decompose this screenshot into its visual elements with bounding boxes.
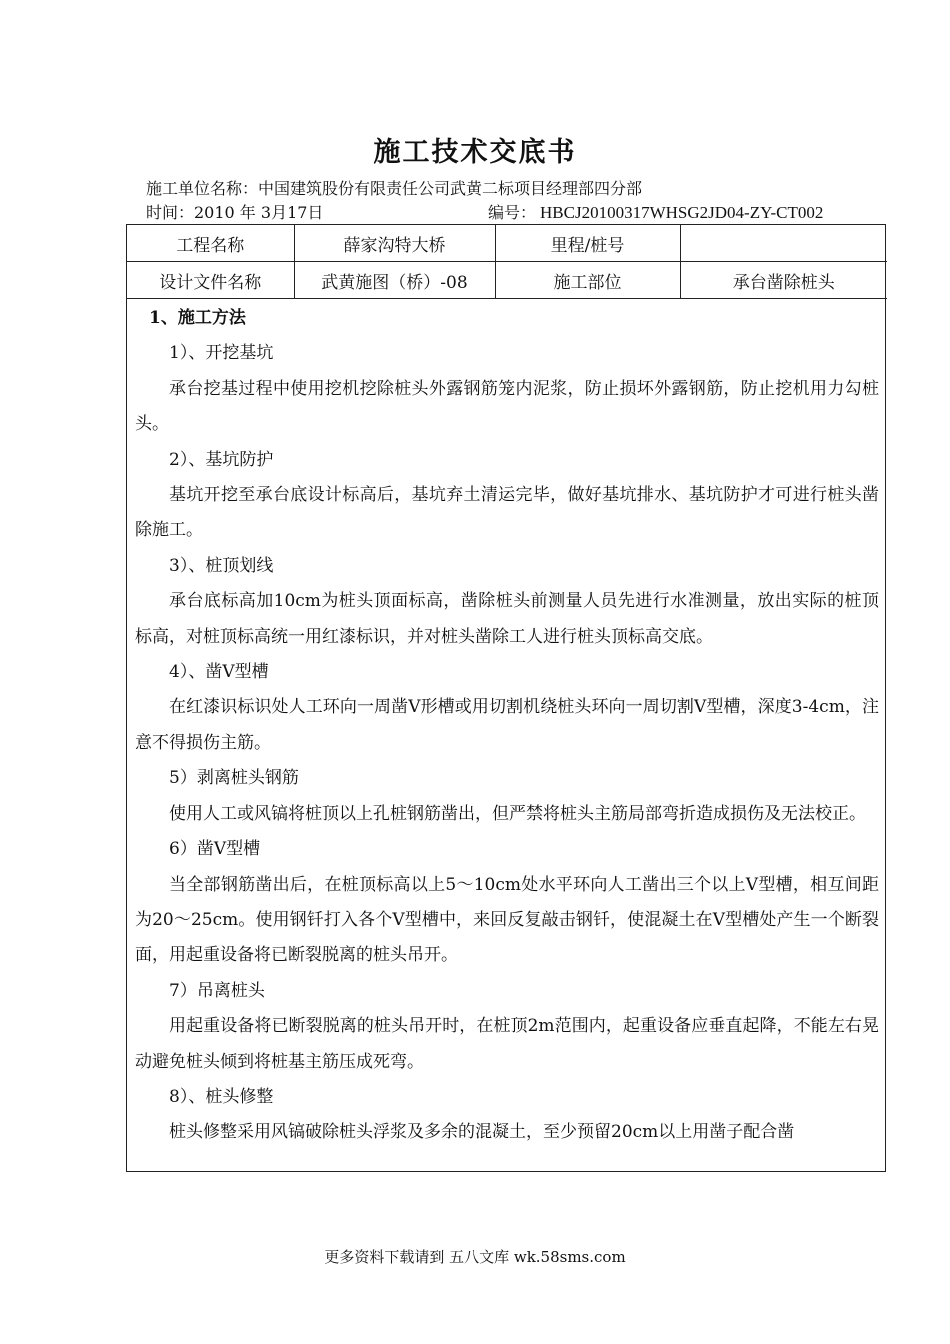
table-row — [127, 225, 887, 262]
project-info-table — [127, 225, 887, 299]
step-heading: 3）、桩顶划线 — [169, 555, 274, 576]
step-paragraph: 在红漆识标识处人工环向一周凿V形槽或用切割机绕桩头环向一周切割V型槽，深度3-4cm，注意不得损伤主筋。 — [135, 697, 879, 753]
step-heading: 1）、开挖基坑 — [169, 343, 274, 364]
step-paragraph: 当全部钢筋凿出后，在桩顶标高以上5～10cm处水平环向人工凿出三个以上V型槽，相互间距为20～25cm。使用钢钎打入各个V型槽中，来回反复敲击钢钎，使混凝土在V型槽处产生一个断裂面，用起重设备将已断裂脱离的桩头吊开。 — [135, 874, 879, 966]
step-paragraph: 桩头修整采用风镐破除桩头浮浆及多余的混凝土，至少预留20cm以上用凿子配合凿 — [169, 1122, 795, 1143]
table-cell-value — [680, 225, 887, 262]
construction-unit-line: 施工单位名称：中国建筑股份有限责任公司武黄二标项目经理部四分部 — [146, 179, 643, 198]
section-heading: 1、施工方法 — [149, 308, 246, 328]
document-number-value: HBCJ20100317WHSG2JD04-ZY-CT002 — [540, 203, 824, 222]
step-paragraph: 承台挖基过程中使用挖机挖除桩头外露钢筋笼内泥浆，防止损坏外露钢筋，防止挖机用力勾桩头。 — [135, 378, 879, 435]
date-line: 时间：2010 年 3月17日 — [146, 203, 324, 222]
construction-method-content — [135, 301, 879, 1151]
table-cell-label: 工程名称 — [127, 225, 294, 262]
step-paragraph: 使用人工或风镐将桩顶以上孔桩钢筋凿出，但严禁将桩头主筋局部弯折造成损伤及无法校正。 — [169, 803, 866, 824]
download-footer: 更多资料下载请到 五八文库 wk.58sms.com — [324, 1248, 626, 1266]
table-cell-label: 设计文件名称 — [127, 262, 294, 299]
table-cell-value: 承台凿除桩头 — [680, 262, 887, 299]
step-heading: 7）吊离桩头 — [169, 980, 265, 1001]
table-cell-value: 薛家沟特大桥 — [294, 225, 495, 262]
step-paragraph: 用起重设备将已断裂脱离的桩头吊开时，在桩顶2m范围内，起重设备应垂直起降，不能左右晃动避免桩头倾到将桩基主筋压成死弯。 — [135, 1016, 879, 1072]
document-title: 施工技术交底书 — [373, 137, 577, 168]
document-number-label: 编号： — [488, 203, 537, 222]
table-cell-value: 武黄施图（桥）-08 — [294, 262, 495, 299]
step-heading: 8）、桩头修整 — [169, 1086, 274, 1107]
step-paragraph: 基坑开挖至承台底设计标高后，基坑弃土清运完毕，做好基坑排水、基坑防护才可进行桩头凿除施工。 — [135, 485, 879, 541]
step-heading: 4）、凿V型槽 — [169, 662, 269, 683]
document-number — [488, 200, 823, 223]
table-cell-label: 施工部位 — [495, 262, 680, 299]
table-row — [127, 262, 887, 299]
step-heading: 6）凿V型槽 — [169, 839, 261, 860]
table-cell-label: 里程/桩号 — [495, 225, 680, 262]
step-heading: 2）、基坑防护 — [169, 449, 274, 470]
step-heading: 5）剥离桩头钢筋 — [169, 768, 299, 789]
disclosure-form — [126, 224, 886, 1172]
step-paragraph: 承台底标高加10cm为桩头顶面标高，凿除桩头前测量人员先进行水准测量，放出实际的桩顶标高，对桩顶标高统一用红漆标识，并对桩头凿除工人进行桩头顶标高交底。 — [135, 591, 879, 647]
